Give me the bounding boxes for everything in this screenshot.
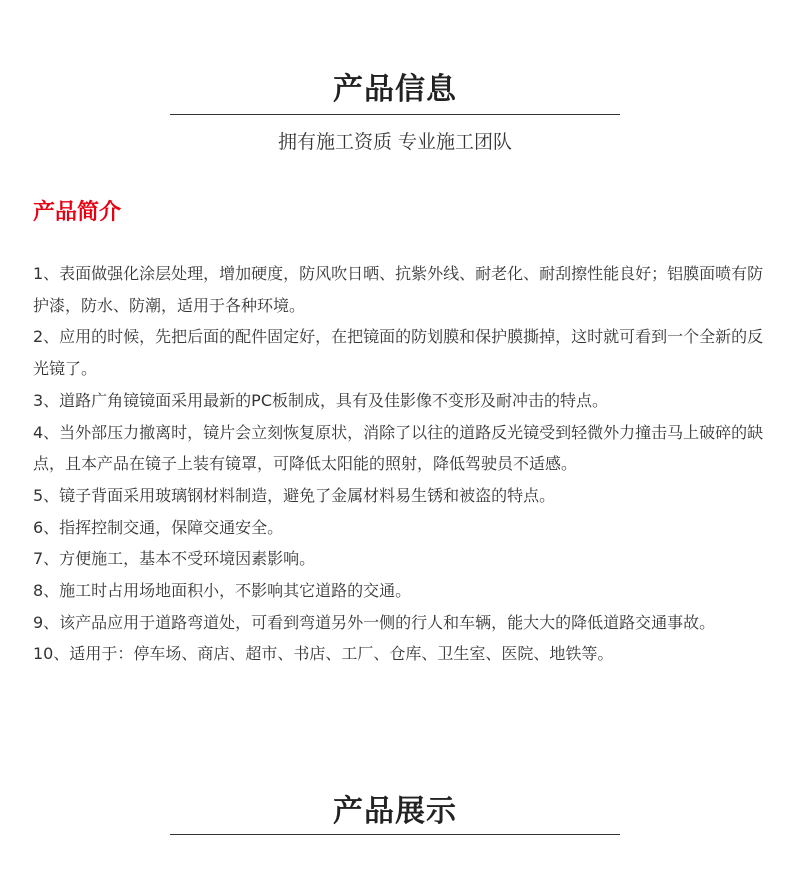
intro-item-8: 8、施工时占用场地面积小，不影响其它道路的交通。 xyxy=(33,581,412,601)
intro-item-10: 10、适用于：停车场、商店、超市、书店、工厂、仓库、卫生室、医院、地铁等。 xyxy=(33,644,614,664)
intro-item-6: 6、指挥控制交通，保障交通安全。 xyxy=(33,517,284,537)
product-display-divider xyxy=(170,834,620,835)
product-info-subtitle: 拥有施工资质 专业施工团队 xyxy=(277,131,513,153)
intro-item-2: 2、应用的时候，先把后面的配件固定好，在把镜面的防划膜和保护膜撕掉，这时就可看到一个全新的反光镜了。 xyxy=(33,327,764,379)
product-info-title: 产品信息 xyxy=(333,72,457,107)
intro-item-9: 9、该产品应用于道路弯道处，可看到弯道另外一侧的行人和车辆，能大大的降低道路交通事故。 xyxy=(33,612,716,632)
intro-item-4: 4、当外部压力撤离时，镜片会立刻恢复原状，消除了以往的道路反光镜受到轻微外力撞击马上破碎的缺点，且本产品在镜子上装有镜罩，可降低太阳能的照射，降低驾驶员不适感。 xyxy=(33,422,764,474)
intro-item-3: 3、道路广角镜镜面采用最新的PC板制成，具有及佳影像不变形及耐冲击的特点。 xyxy=(33,390,609,410)
product-display-title: 产品展示 xyxy=(333,794,457,829)
product-intro-list xyxy=(33,258,778,670)
intro-item-7: 7、方便施工，基本不受环境因素影响。 xyxy=(33,549,316,569)
product-intro-heading: 产品简介 xyxy=(33,200,122,225)
product-info-divider xyxy=(170,114,620,115)
intro-item-5: 5、镜子背面采用玻璃钢材料制造，避免了金属材料易生锈和被盗的特点。 xyxy=(33,485,556,505)
intro-item-1: 1、表面做强化涂层处理，增加硬度，防风吹日晒、抗紫外线、耐老化、耐刮擦性能良好；铝膜面喷有防护漆，防水、防潮，适用于各种环境。 xyxy=(33,264,764,315)
